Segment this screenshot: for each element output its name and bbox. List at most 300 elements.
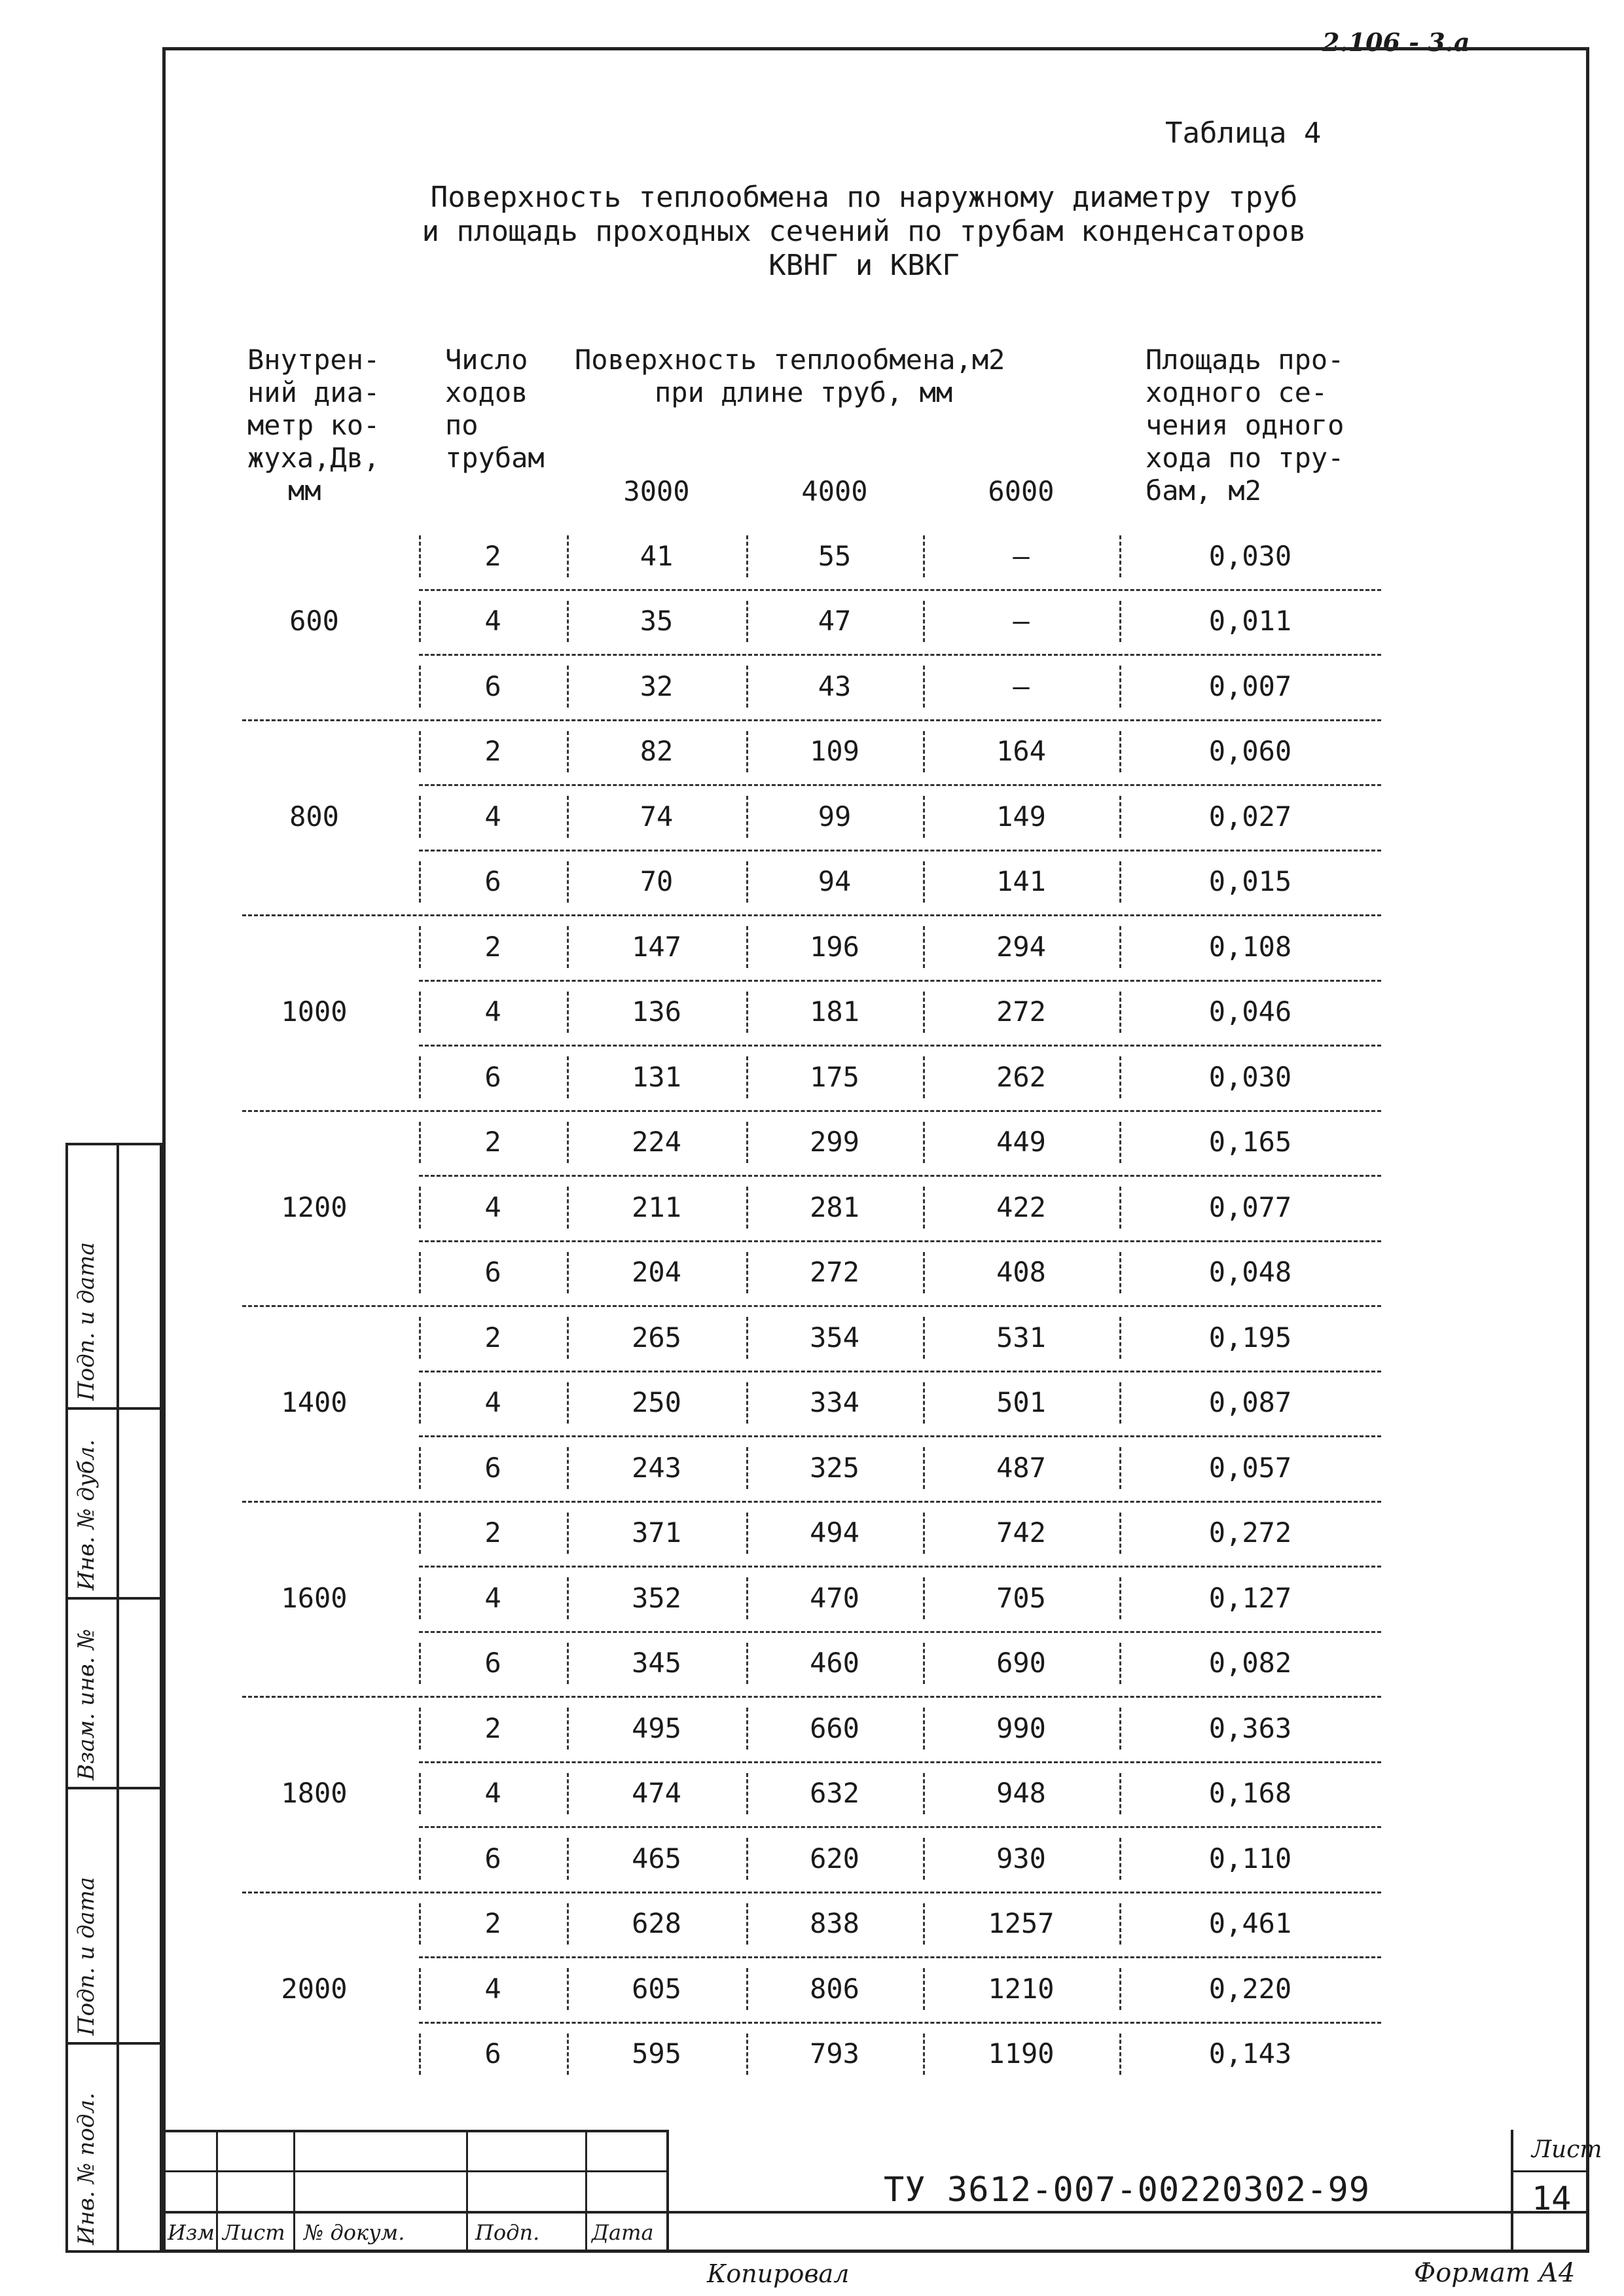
row-col-separator xyxy=(923,1187,925,1229)
header-passes-line: ходов xyxy=(445,376,528,408)
cell-l6000: 1190 xyxy=(988,2037,1055,2070)
row-col-separator xyxy=(746,601,748,643)
row-col-separator xyxy=(746,1838,748,1880)
cell-l4000: 660 xyxy=(810,1712,859,1744)
row-separator xyxy=(419,1826,1381,1828)
row-col-separator xyxy=(923,1577,925,1619)
cell-passes: 4 xyxy=(484,1777,501,1810)
side-strip-row-divider xyxy=(65,1787,162,1789)
cell-l6000: 408 xyxy=(996,1256,1046,1289)
cell-area: 0,110 xyxy=(1208,1842,1292,1874)
row-col-separator xyxy=(746,1252,748,1294)
header-diameter-line: мм xyxy=(288,475,321,507)
row-col-separator xyxy=(419,1317,421,1359)
row-separator xyxy=(419,850,1381,852)
row-col-separator xyxy=(567,1056,569,1098)
header-length-4000: 4000 xyxy=(801,475,868,507)
row-col-separator xyxy=(567,1447,569,1489)
row-separator xyxy=(419,1956,1381,1958)
cell-l6000: 262 xyxy=(996,1060,1046,1093)
cell-l3000: 41 xyxy=(640,539,674,572)
row-col-separator xyxy=(419,992,421,1033)
cell-l6000: 149 xyxy=(996,800,1046,833)
row-col-separator xyxy=(419,1187,421,1229)
cell-l6000: 1210 xyxy=(988,1972,1055,2005)
cell-diameter: 1600 xyxy=(281,1581,348,1614)
cell-passes: 6 xyxy=(484,2037,501,2070)
row-col-separator xyxy=(923,1838,925,1880)
header-diameter-line: жуха,Дв, xyxy=(247,442,380,474)
row-col-separator xyxy=(567,926,569,968)
cell-area: 0,461 xyxy=(1208,1907,1292,1940)
row-col-separator xyxy=(419,1773,421,1815)
copied-by-label: Копировал xyxy=(707,2259,850,2288)
cell-l6000: 501 xyxy=(996,1386,1046,1419)
row-col-separator xyxy=(1119,1317,1121,1359)
cell-area: 0,272 xyxy=(1208,1516,1292,1549)
header-length-3000: 3000 xyxy=(623,475,690,507)
row-col-separator xyxy=(419,666,421,708)
row-col-separator xyxy=(923,992,925,1033)
row-col-separator xyxy=(1119,1122,1121,1164)
cell-l3000: 82 xyxy=(640,735,674,768)
row-separator xyxy=(419,1566,1381,1568)
row-col-separator xyxy=(567,601,569,643)
row-col-separator xyxy=(923,2034,925,2075)
row-col-separator xyxy=(1119,1447,1121,1489)
row-col-separator xyxy=(419,1708,421,1749)
cell-passes: 4 xyxy=(484,1191,501,1223)
header-surface-line: при длине труб, мм xyxy=(655,376,953,408)
cell-diameter: 1800 xyxy=(281,1777,348,1810)
row-col-separator xyxy=(923,1056,925,1098)
row-col-separator xyxy=(567,1838,569,1880)
row-col-separator xyxy=(923,1708,925,1749)
cell-l3000: 204 xyxy=(632,1256,681,1289)
group-separator xyxy=(242,719,1381,721)
cell-area: 0,165 xyxy=(1208,1126,1292,1158)
row-col-separator xyxy=(1119,1968,1121,2010)
cell-l3000: 628 xyxy=(632,1907,681,1940)
row-col-separator xyxy=(746,1056,748,1098)
header-area-line: чения одного xyxy=(1146,409,1344,441)
side-strip-divider xyxy=(117,1143,119,2253)
side-strip-row-divider xyxy=(65,1407,162,1410)
row-col-separator xyxy=(1119,1056,1121,1098)
cell-l3000: 250 xyxy=(632,1386,681,1419)
row-col-separator xyxy=(419,1382,421,1424)
cell-l4000: 281 xyxy=(810,1191,859,1223)
row-col-separator xyxy=(567,731,569,773)
cell-diameter: 600 xyxy=(289,605,339,637)
row-col-separator xyxy=(1119,796,1121,838)
group-separator xyxy=(242,914,1381,916)
cell-area: 0,108 xyxy=(1208,930,1292,963)
cell-area: 0,057 xyxy=(1208,1451,1292,1484)
row-col-separator xyxy=(567,1968,569,2010)
row-col-separator xyxy=(1119,992,1121,1033)
cell-passes: 2 xyxy=(484,1907,501,1940)
row-col-separator xyxy=(419,796,421,838)
cell-l4000: 272 xyxy=(810,1256,859,1289)
row-col-separator xyxy=(1119,1708,1121,1749)
row-col-separator xyxy=(567,796,569,838)
cell-passes: 2 xyxy=(484,1126,501,1158)
cell-l4000: 196 xyxy=(810,930,859,963)
cell-l6000: 422 xyxy=(996,1191,1046,1223)
row-col-separator xyxy=(1119,1513,1121,1554)
cell-area: 0,046 xyxy=(1208,996,1292,1028)
row-col-separator xyxy=(419,601,421,643)
cell-l4000: 99 xyxy=(818,800,852,833)
cell-l6000: 164 xyxy=(996,735,1046,768)
cell-l3000: 474 xyxy=(632,1777,681,1810)
row-separator xyxy=(419,654,1381,656)
row-col-separator xyxy=(746,731,748,773)
row-col-separator xyxy=(1119,731,1121,773)
header-diameter-line: метр ко- xyxy=(247,409,380,441)
row-separator xyxy=(419,1045,1381,1047)
sheet-label: Лист xyxy=(1532,2136,1602,2163)
cell-passes: 4 xyxy=(484,605,501,637)
cell-l3000: 70 xyxy=(640,865,674,898)
row-col-separator xyxy=(923,731,925,773)
cell-l6000: 690 xyxy=(996,1647,1046,1679)
cell-diameter: 1200 xyxy=(281,1191,348,1223)
row-col-separator xyxy=(923,1252,925,1294)
group-separator xyxy=(242,1892,1381,1893)
cell-passes: 2 xyxy=(484,735,501,768)
row-col-separator xyxy=(746,926,748,968)
cell-l3000: 352 xyxy=(632,1581,681,1614)
row-col-separator xyxy=(567,1122,569,1164)
cell-l6000: – xyxy=(1013,605,1030,637)
row-col-separator xyxy=(1119,1773,1121,1815)
row-col-separator xyxy=(923,666,925,708)
cell-l4000: 494 xyxy=(810,1516,859,1549)
table-title-line-2: и площадь проходных сечений по трубам конденсаторов xyxy=(422,215,1307,248)
cell-l4000: 793 xyxy=(810,2037,859,2070)
row-separator xyxy=(419,1761,1381,1763)
row-col-separator xyxy=(746,796,748,838)
cell-passes: 6 xyxy=(484,1256,501,1289)
row-col-separator xyxy=(567,1317,569,1359)
cell-diameter: 1400 xyxy=(281,1386,348,1419)
header-diameter-line: ний диа- xyxy=(247,376,380,408)
row-col-separator xyxy=(419,1122,421,1164)
group-separator xyxy=(242,1696,1381,1698)
cell-l4000: 43 xyxy=(818,670,852,702)
cell-passes: 2 xyxy=(484,930,501,963)
table-label: Таблица 4 xyxy=(1165,117,1322,150)
cell-area: 0,087 xyxy=(1208,1386,1292,1419)
side-strip-label-original-no: Инв. № подл. xyxy=(73,2092,99,2245)
cell-passes: 6 xyxy=(484,1842,501,1874)
cell-passes: 6 xyxy=(484,1647,501,1679)
row-separator xyxy=(419,784,1381,786)
document-code: ТУ 3612-007-00220302-99 xyxy=(884,2170,1371,2210)
cell-passes: 4 xyxy=(484,1581,501,1614)
title-block xyxy=(162,2130,1589,2253)
row-col-separator xyxy=(419,535,421,577)
row-col-separator xyxy=(1119,1382,1121,1424)
row-col-separator xyxy=(1119,535,1121,577)
cell-l6000: 487 xyxy=(996,1451,1046,1484)
cell-l6000: 1257 xyxy=(988,1907,1055,1940)
row-separator xyxy=(419,589,1381,591)
caption-sheet: Лист xyxy=(223,2220,285,2245)
row-col-separator xyxy=(746,1708,748,1749)
cell-passes: 4 xyxy=(484,1972,501,2005)
cell-l4000: 109 xyxy=(810,735,859,768)
row-col-separator xyxy=(567,1252,569,1294)
row-col-separator xyxy=(746,2034,748,2075)
row-col-separator xyxy=(419,731,421,773)
cell-l4000: 354 xyxy=(810,1321,859,1354)
header-area-line: хода по тру- xyxy=(1146,442,1344,474)
cell-l3000: 211 xyxy=(632,1191,681,1223)
cell-area: 0,143 xyxy=(1208,2037,1292,2070)
format-label: Формат А4 xyxy=(1414,2258,1576,2288)
cell-passes: 4 xyxy=(484,996,501,1028)
row-col-separator xyxy=(923,535,925,577)
header-passes-line: трубам xyxy=(445,442,545,474)
cell-l6000: 449 xyxy=(996,1126,1046,1158)
cell-l4000: 470 xyxy=(810,1581,859,1614)
row-col-separator xyxy=(1119,1187,1121,1229)
group-separator xyxy=(242,1501,1381,1503)
row-col-separator xyxy=(746,1903,748,1945)
cell-l3000: 605 xyxy=(632,1972,681,2005)
caption-date: Дата xyxy=(592,2220,654,2245)
cell-l6000: 531 xyxy=(996,1321,1046,1354)
table-title-line-1: Поверхность теплообмена по наружному диаметру труб xyxy=(430,181,1298,214)
row-col-separator xyxy=(567,1643,569,1685)
row-col-separator xyxy=(567,666,569,708)
cell-passes: 6 xyxy=(484,670,501,702)
cell-l6000: 705 xyxy=(996,1581,1046,1614)
cell-area: 0,195 xyxy=(1208,1321,1292,1354)
row-col-separator xyxy=(1119,2034,1121,2075)
cell-l4000: 325 xyxy=(810,1451,859,1484)
row-col-separator xyxy=(923,601,925,643)
row-col-separator xyxy=(923,796,925,838)
cell-l3000: 147 xyxy=(632,930,681,963)
header-diameter-line: Внутрен- xyxy=(247,344,380,376)
row-col-separator xyxy=(746,1447,748,1489)
row-col-separator xyxy=(1119,601,1121,643)
cell-area: 0,048 xyxy=(1208,1256,1292,1289)
row-col-separator xyxy=(923,1903,925,1945)
cell-area: 0,077 xyxy=(1208,1191,1292,1223)
side-strip-label-sign-date-2: Подп. и дата xyxy=(73,1876,99,2036)
header-area-line: бам, м2 xyxy=(1146,475,1262,507)
cell-passes: 6 xyxy=(484,1060,501,1093)
cell-l6000: – xyxy=(1013,670,1030,702)
cell-area: 0,220 xyxy=(1208,1972,1292,2005)
cell-l6000: 141 xyxy=(996,865,1046,898)
cell-area: 0,030 xyxy=(1208,539,1292,572)
cell-diameter: 1000 xyxy=(281,996,348,1028)
side-strip-label-replacement-no: Взам. инв. № xyxy=(73,1628,99,1780)
cell-l6000: – xyxy=(1013,539,1030,572)
cell-l3000: 131 xyxy=(632,1060,681,1093)
cell-passes: 2 xyxy=(484,1712,501,1744)
cell-l4000: 175 xyxy=(810,1060,859,1093)
row-col-separator xyxy=(567,1513,569,1554)
cell-area: 0,011 xyxy=(1208,605,1292,637)
cell-area: 0,007 xyxy=(1208,670,1292,702)
cell-l4000: 55 xyxy=(818,539,852,572)
row-col-separator xyxy=(567,1903,569,1945)
row-col-separator xyxy=(746,1317,748,1359)
row-col-separator xyxy=(923,861,925,903)
row-col-separator xyxy=(419,1447,421,1489)
header-area-line: ходного се- xyxy=(1146,376,1328,408)
header-surface-line: Поверхность теплообмена,м2 xyxy=(575,344,1005,376)
side-strip-row-divider xyxy=(65,2042,162,2045)
row-col-separator xyxy=(419,1643,421,1685)
cell-passes: 2 xyxy=(484,1321,501,1354)
row-col-separator xyxy=(746,1643,748,1685)
caption-change: Изм xyxy=(168,2220,215,2245)
cell-diameter: 2000 xyxy=(281,1972,348,2005)
cell-area: 0,015 xyxy=(1208,865,1292,898)
cell-passes: 6 xyxy=(484,1451,501,1484)
cell-passes: 2 xyxy=(484,1516,501,1549)
cell-l3000: 32 xyxy=(640,670,674,702)
cell-l4000: 181 xyxy=(810,996,859,1028)
document-reference: 2.106 - 3.a xyxy=(1322,27,1470,57)
row-col-separator xyxy=(419,2034,421,2075)
row-col-separator xyxy=(923,926,925,968)
row-col-separator xyxy=(567,1187,569,1229)
cell-l6000: 990 xyxy=(996,1712,1046,1744)
row-col-separator xyxy=(1119,926,1121,968)
row-col-separator xyxy=(1119,1577,1121,1619)
row-col-separator xyxy=(923,1643,925,1685)
sheet-number: 14 xyxy=(1532,2179,1572,2217)
cell-passes: 2 xyxy=(484,539,501,572)
cell-l6000: 272 xyxy=(996,996,1046,1028)
row-col-separator xyxy=(923,1968,925,2010)
cell-l3000: 136 xyxy=(632,996,681,1028)
side-strip-label-sign-date-1: Подп. и дата xyxy=(73,1242,99,1401)
cell-area: 0,363 xyxy=(1208,1712,1292,1744)
row-col-separator xyxy=(567,1773,569,1815)
group-separator xyxy=(242,1110,1381,1112)
row-separator xyxy=(419,2022,1381,2024)
row-col-separator xyxy=(746,535,748,577)
row-col-separator xyxy=(419,861,421,903)
group-separator xyxy=(242,1305,1381,1307)
cell-l3000: 224 xyxy=(632,1126,681,1158)
row-col-separator xyxy=(419,1513,421,1554)
cell-area: 0,168 xyxy=(1208,1777,1292,1810)
row-col-separator xyxy=(567,992,569,1033)
row-col-separator xyxy=(567,1708,569,1749)
row-col-separator xyxy=(746,1187,748,1229)
cell-l3000: 243 xyxy=(632,1451,681,1484)
row-separator xyxy=(419,1631,1381,1633)
cell-l6000: 294 xyxy=(996,930,1046,963)
cell-l4000: 620 xyxy=(810,1842,859,1874)
row-col-separator xyxy=(746,1773,748,1815)
row-col-separator xyxy=(567,1577,569,1619)
row-col-separator xyxy=(419,1252,421,1294)
row-col-separator xyxy=(419,1838,421,1880)
row-col-separator xyxy=(746,992,748,1033)
row-col-separator xyxy=(419,1968,421,2010)
row-separator xyxy=(419,1175,1381,1177)
header-area-line: Площадь про- xyxy=(1146,344,1344,376)
row-col-separator xyxy=(923,1382,925,1424)
table-title-line-3: КВНГ и КВКГ xyxy=(768,249,960,282)
cell-l4000: 47 xyxy=(818,605,852,637)
row-separator xyxy=(419,980,1381,982)
cell-l4000: 632 xyxy=(810,1777,859,1810)
cell-l3000: 74 xyxy=(640,800,674,833)
cell-passes: 4 xyxy=(484,1386,501,1419)
cell-passes: 4 xyxy=(484,800,501,833)
side-strip-row-divider xyxy=(65,1597,162,1600)
row-col-separator xyxy=(1119,1838,1121,1880)
cell-l4000: 334 xyxy=(810,1386,859,1419)
cell-passes: 6 xyxy=(484,865,501,898)
cell-l3000: 371 xyxy=(632,1516,681,1549)
row-separator xyxy=(419,1371,1381,1372)
cell-area: 0,060 xyxy=(1208,735,1292,768)
row-col-separator xyxy=(923,1773,925,1815)
cell-l4000: 838 xyxy=(810,1907,859,1940)
row-col-separator xyxy=(419,1056,421,1098)
row-col-separator xyxy=(419,1903,421,1945)
cell-l3000: 265 xyxy=(632,1321,681,1354)
cell-area: 0,127 xyxy=(1208,1581,1292,1614)
row-col-separator xyxy=(1119,1903,1121,1945)
cell-l6000: 948 xyxy=(996,1777,1046,1810)
cell-diameter: 800 xyxy=(289,800,339,833)
cell-l3000: 465 xyxy=(632,1842,681,1874)
row-col-separator xyxy=(746,666,748,708)
cell-l6000: 742 xyxy=(996,1516,1046,1549)
row-separator xyxy=(419,1240,1381,1242)
header-length-6000: 6000 xyxy=(988,475,1055,507)
row-col-separator xyxy=(1119,1643,1121,1685)
row-col-separator xyxy=(923,1122,925,1164)
row-col-separator xyxy=(923,1447,925,1489)
cell-l3000: 345 xyxy=(632,1647,681,1679)
row-col-separator xyxy=(567,2034,569,2075)
row-col-separator xyxy=(746,1382,748,1424)
row-col-separator xyxy=(923,1513,925,1554)
row-col-separator xyxy=(746,1968,748,2010)
row-col-separator xyxy=(923,1317,925,1359)
cell-l3000: 35 xyxy=(640,605,674,637)
row-col-separator xyxy=(1119,1252,1121,1294)
header-passes-line: Число xyxy=(445,344,528,376)
row-col-separator xyxy=(419,1577,421,1619)
row-col-separator xyxy=(567,1382,569,1424)
header-passes-line: по xyxy=(445,409,478,441)
row-col-separator xyxy=(746,1577,748,1619)
cell-l4000: 460 xyxy=(810,1647,859,1679)
cell-area: 0,082 xyxy=(1208,1647,1292,1679)
row-col-separator xyxy=(746,861,748,903)
cell-area: 0,030 xyxy=(1208,1060,1292,1093)
side-strip-label-duplicate-no: Инв. № дубл. xyxy=(73,1439,99,1590)
row-separator xyxy=(419,1435,1381,1437)
